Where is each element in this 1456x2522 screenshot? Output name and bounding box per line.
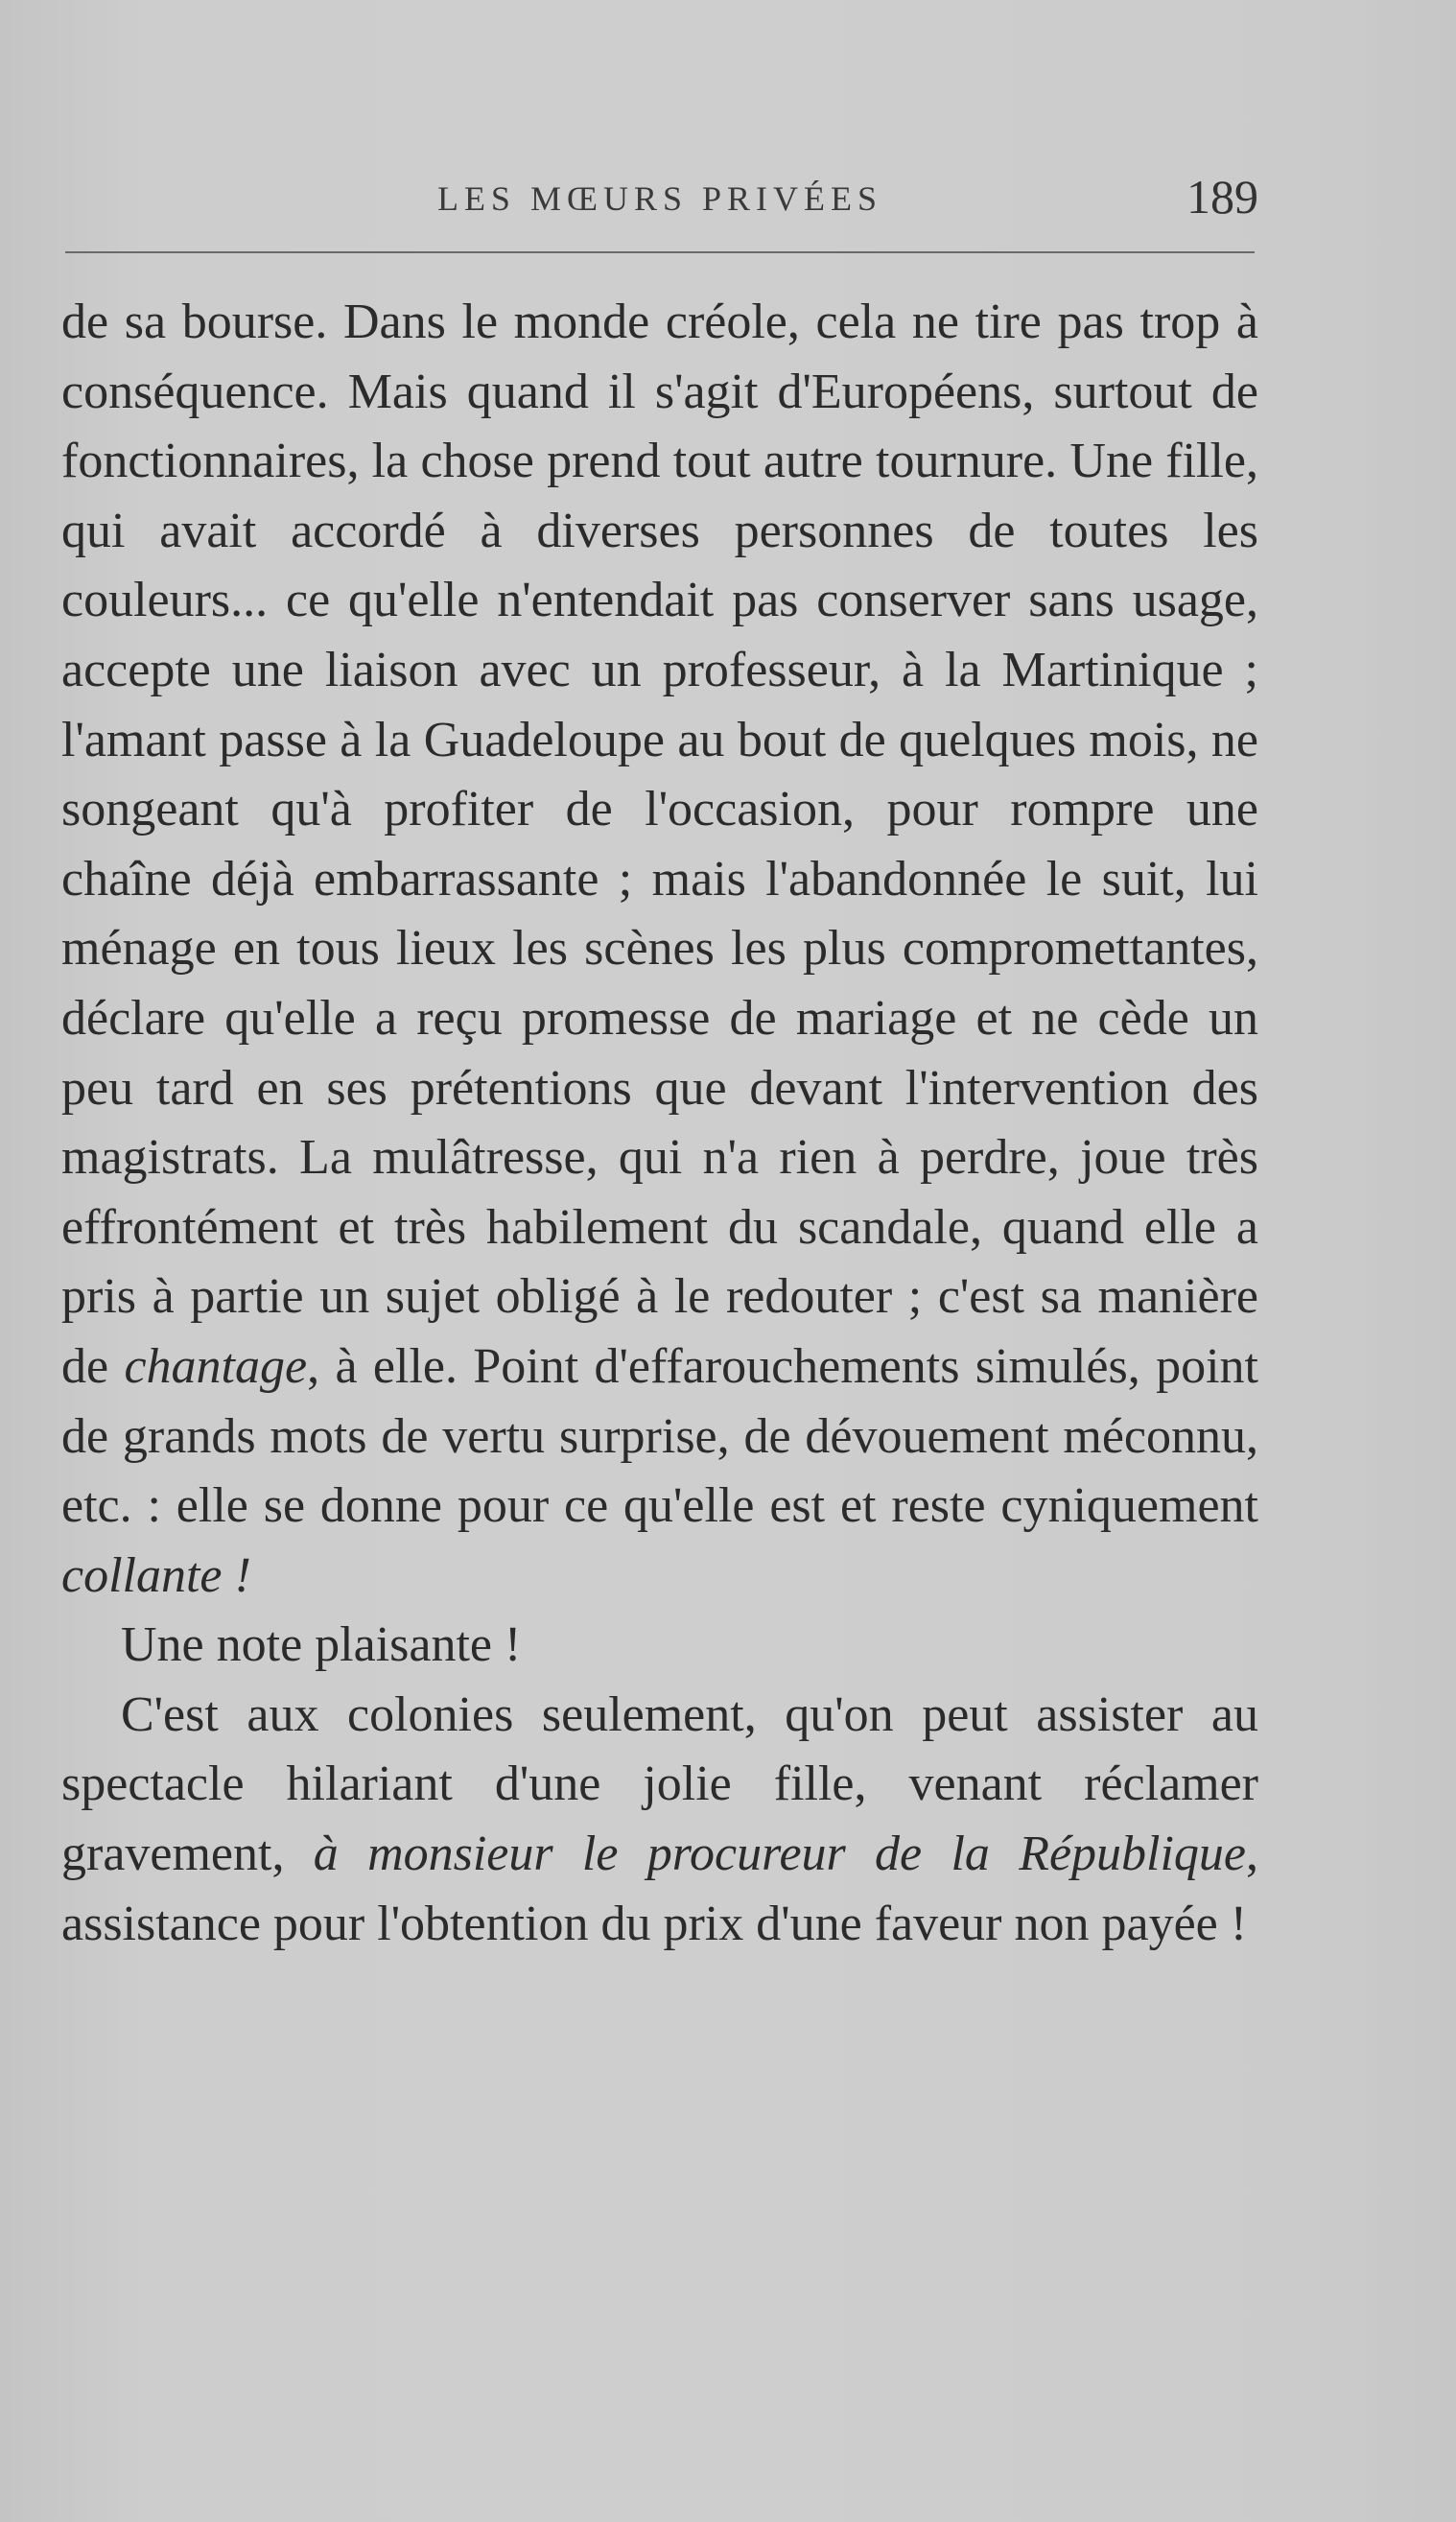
paragraph-3-italic-a: à monsieur le procureur de la République: [313, 1827, 1247, 1882]
header-rule: [65, 251, 1255, 253]
paragraph-1-italic-a: chantage: [124, 1338, 308, 1394]
paragraph-2: Une note plaisante !: [121, 1617, 522, 1673]
paragraph-1-italic-b: collante !: [61, 1547, 251, 1603]
paragraph-3-text-b: , assistance pour l'obtention du prix d'une faveur non payée !: [61, 1827, 1259, 1951]
body-text: [61, 288, 1258, 1959]
page-number: 189: [1186, 170, 1258, 224]
paragraph-3-text-a: C'est aux colonies seulement, qu'on peut assister au spectacle hilariant d'une jolie fille, venant réclamer gravement,: [61, 1686, 1258, 1882]
running-head-title: LES MŒURS PRIVÉES: [436, 179, 883, 218]
running-head: [65, 170, 1258, 230]
paragraph-1-text-b: , à elle. Point d'effarouchements simulés, point de grands mots de vertu surprise, de dévouement méconnu, etc. : elle se donne pour ce qu'elle est et reste cyniquement: [61, 1338, 1258, 1534]
paragraph-1: [61, 288, 1258, 1611]
paragraph-1-text-a: de sa bourse. Dans le monde créole, cela ne tire pas trop à conséquence. Mais quand il s'agit d'Européens, surtout de fonctionnaires, la chose prend tout autre tournure. Une fille, qui avait accordé à diverses personnes de toutes les couleurs... ce qu'elle n'entendait pas conserver sans usage, accepte une liaison avec un professeur, à la Martinique ; l'amant passe à la Guadeloupe au bout de quelques mois, ne songeant qu'à profiter de l'occasion, pour rompre une chaîne déjà embarrassante ; mais l'abandonnée le suit, lui ménage en tous lieux les scènes les plus compromettantes, déclare qu'elle a reçu promesse de mariage et ne cède un peu tard en ses prétentions que devant l'intervention des magistrats. La mulâtresse, qui n'a rien à perdre, joue très effrontément et très habilement du scandale, quand elle a pris à partie un sujet obligé à le redouter ; c'est sa manière de: [61, 295, 1258, 1394]
paragraph-3: [61, 1681, 1258, 1959]
